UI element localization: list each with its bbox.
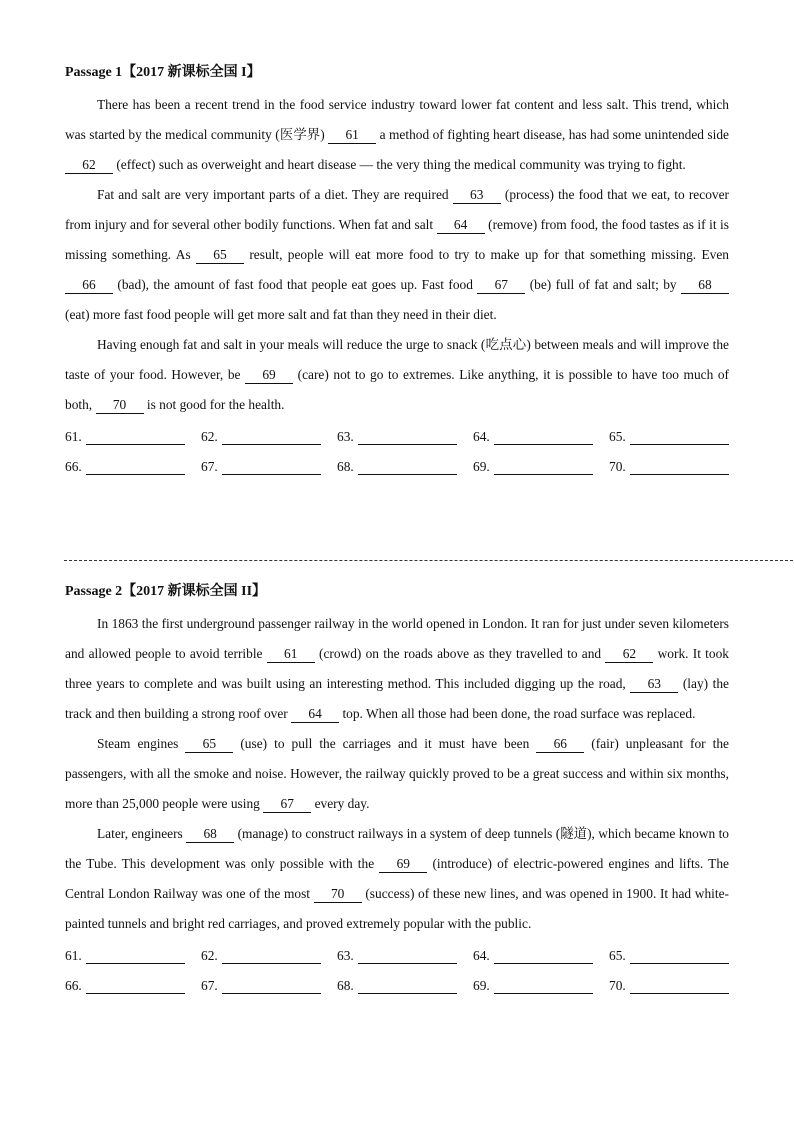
paragraph-text: (bad), the amount of fast food that people eat goes up. Fast food [113,277,478,292]
answer-number: 66. [65,459,82,474]
paragraph [65,180,729,330]
answer-line[interactable] [358,949,457,964]
answer-line[interactable] [222,949,321,964]
blank-66[interactable]: 66 [536,736,584,753]
blank-67[interactable]: 67 [263,796,311,813]
answer-number: 64. [473,429,490,444]
answer-row [65,452,729,482]
paragraph-text: (remove) from food, the food tastes as if it is missing something. As [65,217,729,262]
answer-number: 66. [65,978,82,993]
paragraph-text: a method of fighting heart disease, has had some unintended side [376,127,729,142]
paragraph-text: (use) to pull the carriages and it must have been [233,736,537,751]
blank-70[interactable]: 70 [96,397,144,414]
passage-1 [65,62,729,482]
paragraph-text: Later, engineers [97,826,187,841]
paragraph-text: (crowd) on the roads above as they travelled to and [314,646,606,661]
paragraph-text: work. It took three years to complete and was built using an interesting method. This included digging up the road, [65,646,729,691]
blank-64[interactable]: 64 [437,217,485,234]
answer-line[interactable] [630,460,729,475]
answer-number: 63. [337,429,354,444]
paragraph-text: (process) the food that we eat, to recover from injury and for several other bodily functions. When fat and salt [65,187,729,232]
answer-item [65,978,185,994]
answer-item [65,948,185,964]
paragraph-text: (be) full of fat and salt; by [525,277,681,292]
answer-line[interactable] [222,979,321,994]
answer-item [65,429,185,445]
paragraph-text: (manage) to construct railways in a system of deep tunnels (隧道), which became known to the Tube. This development was only possible with the [65,826,729,871]
answer-line[interactable] [630,430,729,445]
answer-line[interactable] [358,979,457,994]
passage-1-answer-sheet [65,422,729,482]
answer-line[interactable] [86,949,185,964]
paragraph [65,819,729,939]
answer-number: 67. [201,459,218,474]
blank-61[interactable]: 61 [328,127,376,144]
paragraph [65,729,729,819]
paragraph-text: (fair) unpleasant for the passengers, with all the smoke and noise. However, the railway quickly proved to be a great success and within six months, more than 25,000 people were using [65,736,729,811]
answer-item [337,978,457,994]
answer-line[interactable] [630,979,729,994]
blank-70[interactable]: 70 [314,886,362,903]
answer-item [201,978,321,994]
answer-item [473,978,593,994]
answer-line[interactable] [358,430,457,445]
paragraph-text: (lay) the track and then building a strong roof over [65,676,729,721]
answer-number: 64. [473,948,490,963]
paragraph-text: result, people will eat more food to try to make up for that something missing. Even [244,247,729,262]
blank-63[interactable]: 63 [630,676,678,693]
blank-67[interactable]: 67 [477,277,525,294]
answer-number: 68. [337,978,354,993]
answer-line[interactable] [358,460,457,475]
answer-item [337,948,457,964]
blank-62[interactable]: 62 [605,646,653,663]
answer-number: 69. [473,978,490,993]
answer-line[interactable] [86,979,185,994]
blank-65[interactable]: 65 [185,736,233,753]
blank-63[interactable]: 63 [453,187,501,204]
passage-1-title: Passage 1【2017 新课标全国 I】 [65,65,261,80]
answer-item [65,459,185,475]
answer-line[interactable] [494,949,593,964]
paragraph-text: is not good for the health. [143,397,285,412]
paragraph-text: (success) of these new lines, and was opened in 1900. It had white-painted tunnels and bright red carriages, and proved extremely popular with the public. [65,886,729,931]
answer-number: 70. [609,978,626,993]
paragraph-text: (eat) more fast food people will get more salt and fat than they need in their diet. [65,307,497,322]
paragraph-text: every day. [311,796,370,811]
paragraph-text: Having enough fat and salt in your meals will reduce the urge to snack (吃点心) between meals and will improve the taste of your food. However, be [65,337,729,382]
blank-69[interactable]: 69 [379,856,427,873]
answer-row [65,941,729,971]
answer-number: 61. [65,948,82,963]
answer-number: 61. [65,429,82,444]
paragraph-text: In 1863 the first underground passenger railway in the world opened in London. It ran for just under seven kilometers and allowed people to avoid terrible [65,616,729,661]
answer-line[interactable] [86,430,185,445]
answer-number: 68. [337,459,354,474]
blank-65[interactable]: 65 [196,247,244,264]
answer-item [609,429,729,445]
blank-68[interactable]: 68 [186,826,234,843]
answer-item [609,459,729,475]
answer-line[interactable] [86,460,185,475]
answer-item [201,429,321,445]
dashed-divider [64,560,794,561]
paragraph-text: (care) not to go to extremes. Like anything, it is possible to have too much of both, [65,367,729,412]
answer-line[interactable] [494,460,593,475]
paragraph-text: There has been a recent trend in the food service industry toward lower fat content and less salt. This trend, which was started by the medical community (医学界) [65,97,729,142]
answer-line[interactable] [222,460,321,475]
paragraph-text: (effect) such as overweight and heart disease — the very thing the medical community was trying to fight. [113,157,686,172]
paragraph-text: (introduce) of electric-powered engines and lifts. The Central London Railway was one of the most [65,856,729,901]
answer-number: 67. [201,978,218,993]
answer-item [609,978,729,994]
paragraph-text: Steam engines [97,736,186,751]
answer-item [337,459,457,475]
paragraph-text: top. When all those had been done, the road surface was replaced. [339,706,696,721]
answer-item [473,459,593,475]
blank-68[interactable]: 68 [681,277,729,294]
answer-number: 70. [609,459,626,474]
blank-69[interactable]: 69 [245,367,293,384]
blank-61[interactable]: 61 [267,646,315,663]
passage-2-answer-sheet [65,941,729,1001]
blank-66[interactable]: 66 [65,277,113,294]
paragraph [65,330,729,420]
answer-line[interactable] [494,430,593,445]
answer-number: 65. [609,429,626,444]
paragraph [65,90,729,180]
passage-1-text [65,90,729,420]
answer-item [473,948,593,964]
answer-number: 69. [473,459,490,474]
paragraph [65,609,729,729]
blank-64[interactable]: 64 [291,706,339,723]
answer-item [609,948,729,964]
answer-row [65,422,729,452]
answer-number: 63. [337,948,354,963]
passage-2 [65,581,729,1001]
answer-row [65,971,729,1001]
answer-item [337,429,457,445]
answer-number: 65. [609,948,626,963]
answer-item [473,429,593,445]
passage-2-title: Passage 2【2017 新课标全国 II】 [65,584,267,599]
answer-line[interactable] [630,949,729,964]
paragraph-text: Fat and salt are very important parts of a diet. They are required [97,187,453,202]
answer-number: 62. [201,948,218,963]
answer-line[interactable] [494,979,593,994]
answer-item [201,459,321,475]
blank-62[interactable]: 62 [65,157,113,174]
answer-line[interactable] [222,430,321,445]
passage-2-text [65,609,729,939]
answer-number: 62. [201,429,218,444]
answer-item [201,948,321,964]
